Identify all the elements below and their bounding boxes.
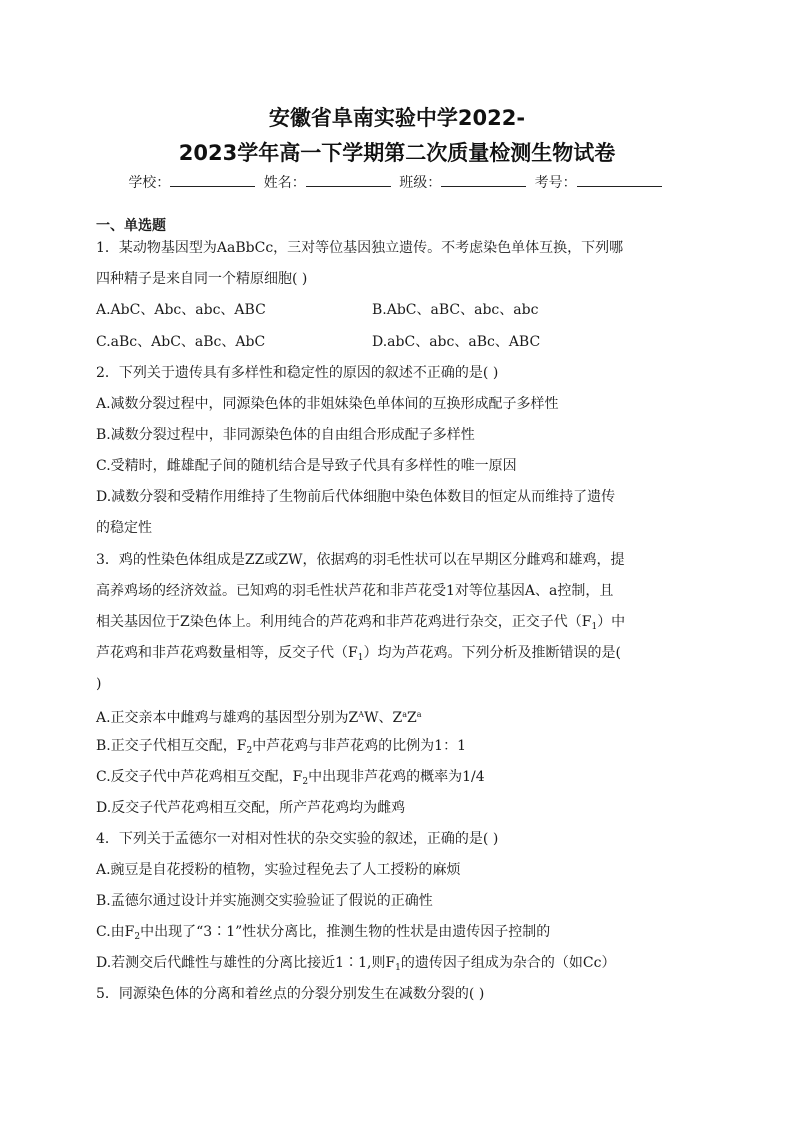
school-blank[interactable] (170, 172, 255, 187)
q3-stem-line2: 高养鸡场的经济效益。已知鸡的羽毛性状芦花和非芦花受1对等位基因A、a控制，且 (96, 583, 614, 599)
q3-stem-line5: ) (96, 676, 102, 692)
q1-option-d[interactable]: D.abC、abc、aBc、ABC (372, 334, 541, 350)
q1-stem-line2: 四种精子是来自同一个精原细胞( ) (96, 271, 308, 287)
name-blank[interactable] (306, 172, 391, 187)
q3-option-c[interactable]: C.反交子代中芦花鸡相互交配，$F_2$中出现非芦花鸡的概率为1/4 (96, 769, 485, 787)
q3-stem-line3: 相关基因位于Z染色体上。利用纯合的芦花鸡和非芦花鸡进行杂交，正交子代$(F_1)$中 (96, 614, 626, 632)
q1-option-b[interactable]: B.AbC、aBC、abc、abc (372, 302, 539, 318)
name-label: 姓名： (263, 175, 306, 191)
q3-option-b[interactable]: B.正交子代相互交配，$F_2$中芦花鸡与非芦花鸡的比例为1：1 (96, 738, 467, 756)
q3-stem-line1: 3．鸡的性染色体组成是ZZ或ZW，依据鸡的羽毛性状可以在早期区分雌鸡和雄鸡，提 (96, 552, 625, 568)
exam-title-line2: 2023学年高一下学期第二次质量检测生物试卷 (178, 141, 616, 165)
q3-stem-line4: 芦花鸡和非芦花鸡数量相等，反交子代$(F_1)$均为芦花鸡。下列分析及推断错误的是( (96, 645, 621, 663)
q3-option-a[interactable]: A.正交亲本中雌鸡与雄鸡的基因型分别为$Z^AW$、$Z^aZ^a$ (96, 710, 422, 726)
exam-number-label: 考号： (534, 175, 577, 191)
q2-option-d-line2: 的稳定性 (96, 520, 152, 536)
exam-title-line1: 安徽省阜南实验中学2022- (268, 106, 526, 130)
q5-stem: 5．同源染色体的分离和着丝点的分裂分别发生在减数分裂的( ) (96, 986, 485, 1002)
q3-option-d[interactable]: D.反交子代芦花鸡相互交配，所产芦花鸡均为雌鸡 (96, 800, 406, 816)
q2-option-c[interactable]: C.受精时，雌雄配子间的随机结合是导致子代具有多样性的唯一原因 (96, 458, 517, 474)
school-label: 学校： (128, 175, 171, 191)
student-info-row (0, 172, 794, 192)
q2-option-a[interactable]: A.减数分裂过程中，同源染色体的非姐妹染色单体间的互换形成配子多样性 (96, 396, 559, 412)
section-title: 一、单选题 (96, 218, 166, 234)
q4-stem: 4．下列关于孟德尔一对相对性状的杂交实验的叙述，正确的是( ) (96, 831, 499, 847)
exam-number-blank[interactable] (577, 172, 662, 187)
class-blank[interactable] (441, 172, 526, 187)
q4-option-d[interactable]: D.若测交后代雌性与雄性的分离比接近1∶1,则$F_1$的遗传因子组成为杂合的（如Cc） (96, 955, 616, 973)
q1-option-a[interactable]: A.AbC、Abc、abc、ABC (96, 302, 266, 318)
q4-option-b[interactable]: B.孟德尔通过设计并实施测交实验验证了假说的正确性 (96, 893, 433, 909)
q4-option-a[interactable]: A.豌豆是自花授粉的植物，实验过程免去了人工授粉的麻烦 (96, 862, 461, 878)
q2-option-b[interactable]: B.减数分裂过程中，非同源染色体的自由组合形成配子多样性 (96, 427, 475, 443)
q2-stem: 2．下列关于遗传具有多样性和稳定性的原因的叙述不正确的是( ) (96, 365, 499, 381)
q1-stem-line1: 1．某动物基因型为AaBbCc，三对等位基因独立遗传。不考虑染色单体互换，下列哪 (96, 240, 624, 256)
q2-option-d-line1[interactable]: D.减数分裂和受精作用维持了生物前后代体细胞中染色体数目的恒定从而维持了遗传 (96, 489, 616, 505)
q1-option-c[interactable]: C.aBc、AbC、aBc、AbC (96, 334, 266, 350)
class-label: 班级： (399, 175, 442, 191)
q4-option-c[interactable]: C.由$F_2$中出现了“3∶1”性状分离比，推测生物的性状是由遗传因子控制的 (96, 924, 551, 942)
